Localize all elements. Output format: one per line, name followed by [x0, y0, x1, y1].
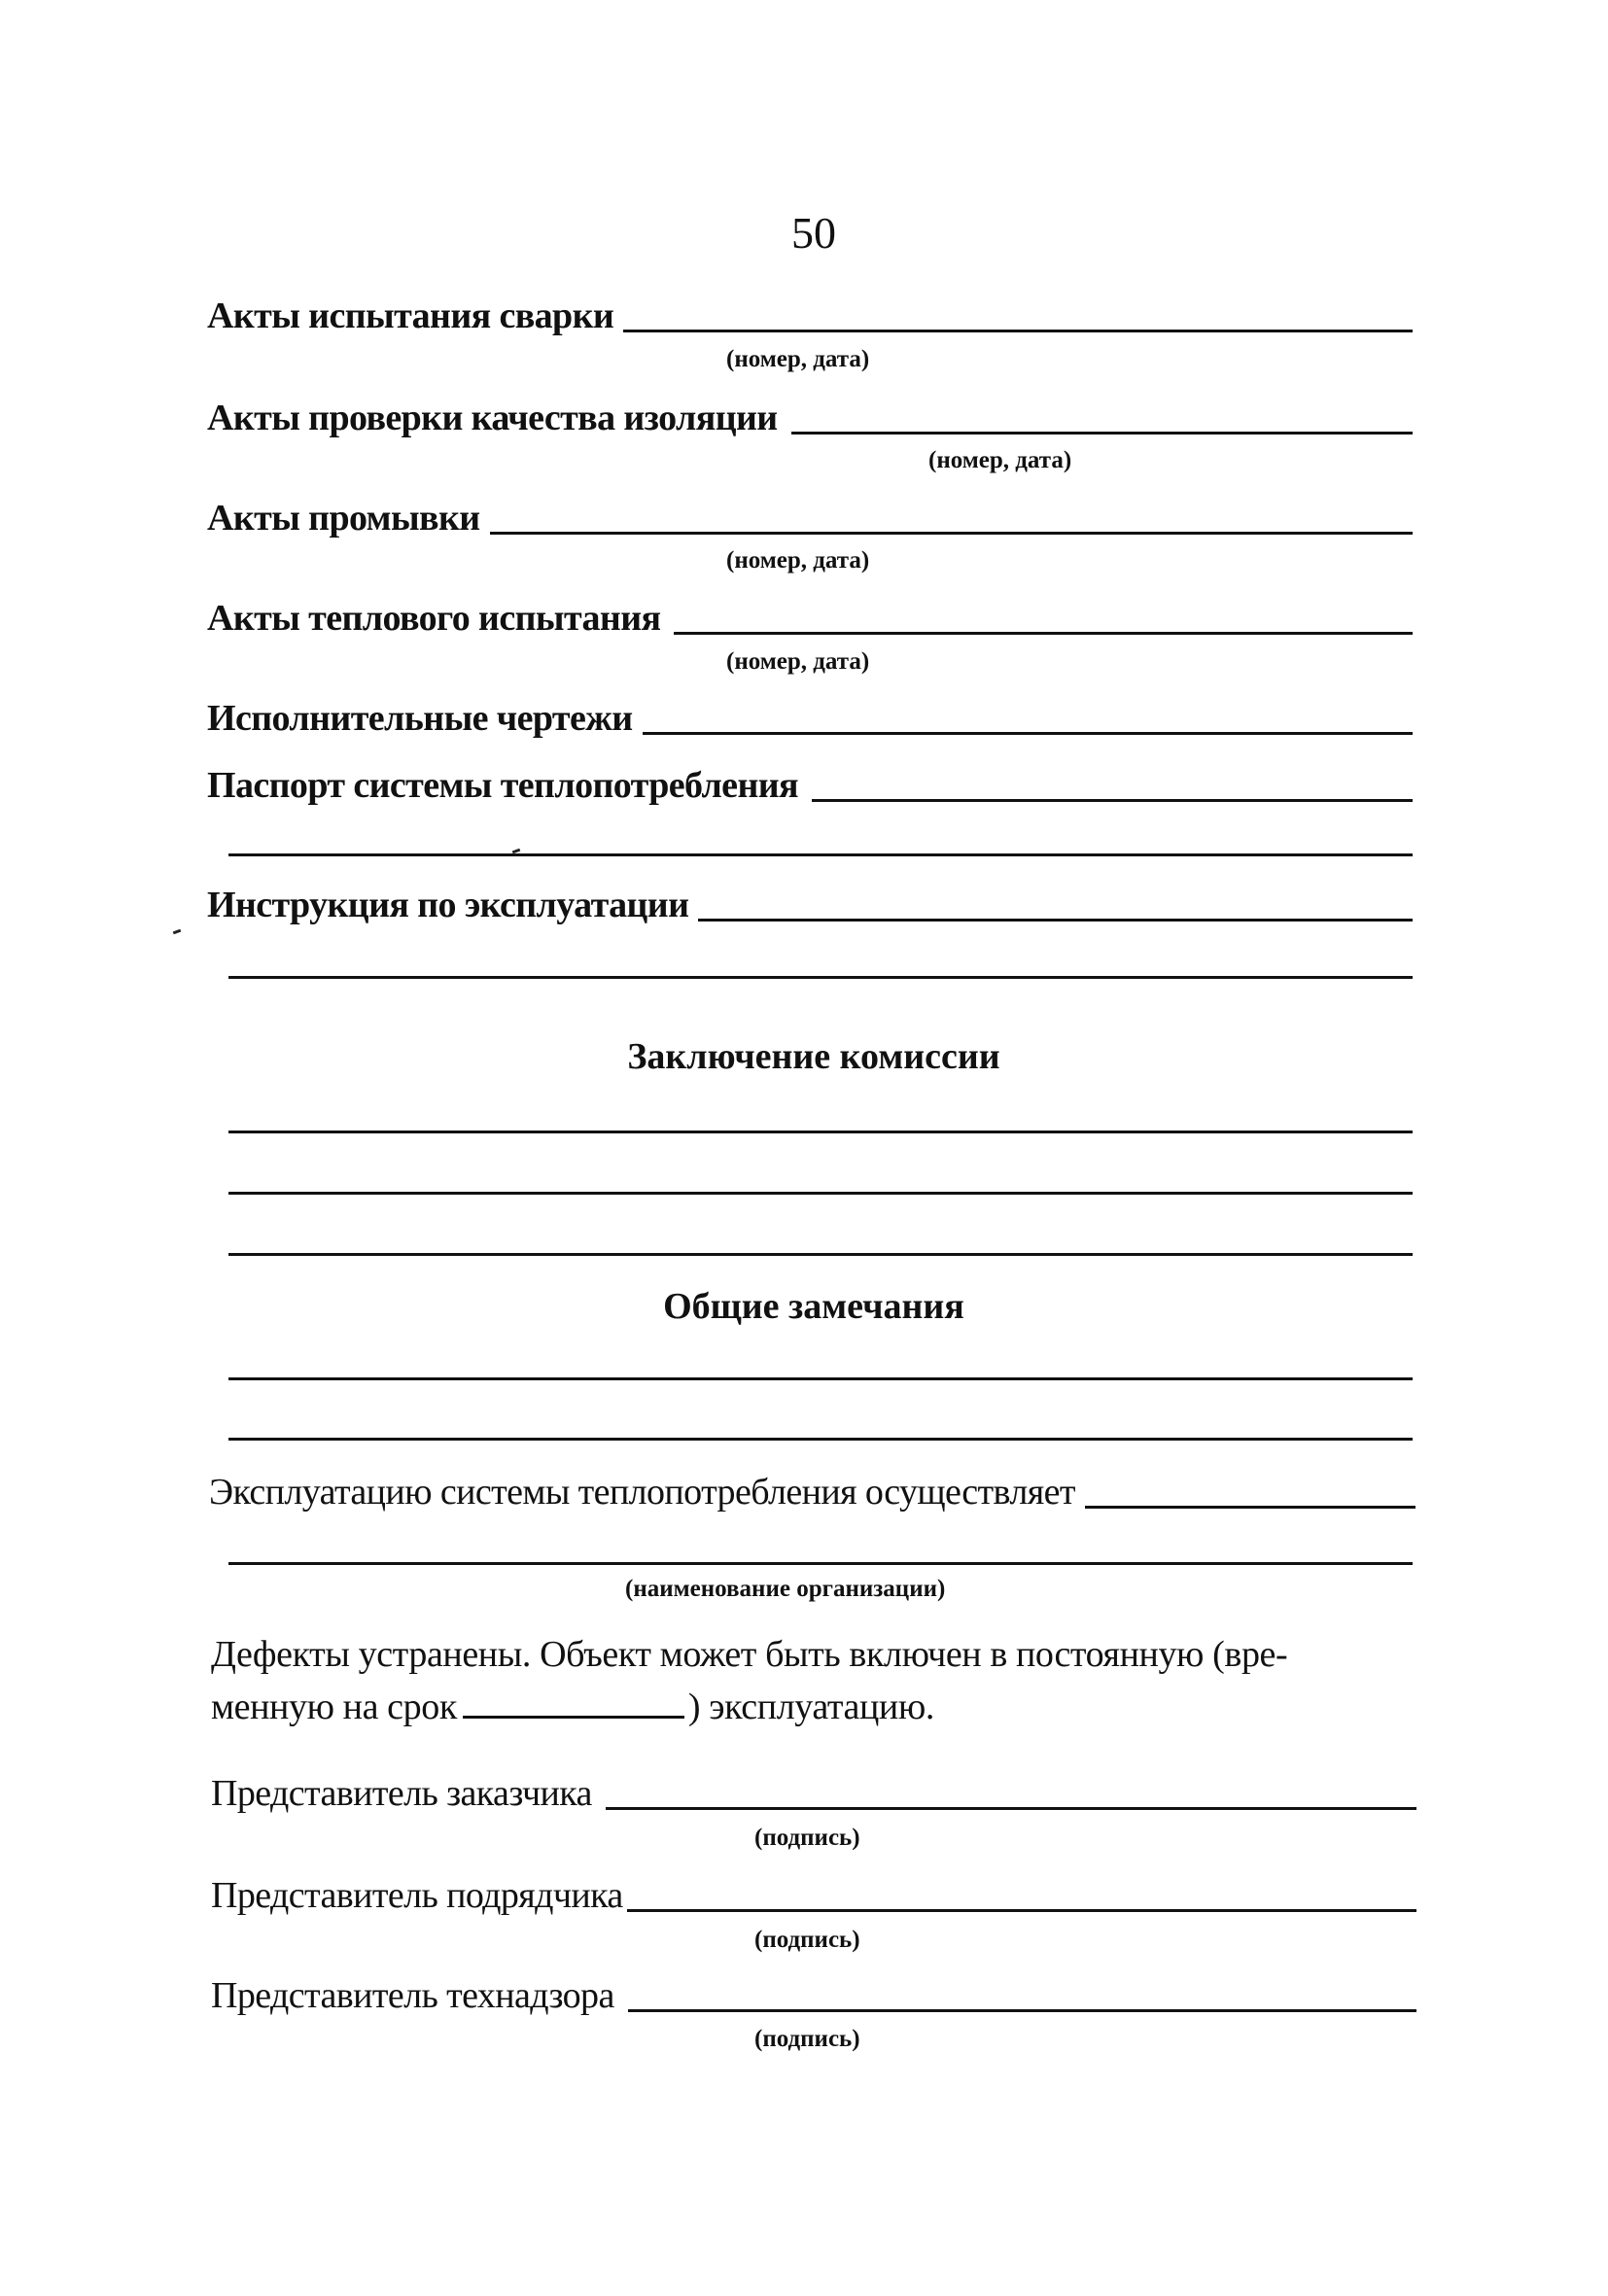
field-label: Акты промывки — [207, 498, 480, 539]
continuation-line[interactable] — [228, 976, 1413, 979]
signature-label: Представитель технадзора — [211, 1975, 614, 2016]
fill-line[interactable] — [812, 799, 1413, 802]
fill-line[interactable] — [791, 432, 1413, 435]
field-caption: (номер, дата) — [726, 648, 870, 675]
field-as-built-drawings — [207, 691, 1413, 740]
field-caption: (номер, дата) — [726, 547, 870, 574]
signature-customer — [211, 1766, 1416, 1815]
defects-text-line1: Дефекты устранены. Объект может быть включен в постоянную (вре- — [211, 1634, 1288, 1675]
field-thermal-test — [207, 591, 1413, 640]
fill-line[interactable] — [623, 330, 1413, 332]
term-blank[interactable] — [463, 1716, 684, 1719]
signature-contractor — [211, 1868, 1416, 1917]
signature-line[interactable] — [628, 2009, 1416, 2012]
signature-line[interactable] — [627, 1909, 1416, 1912]
field-label: Инструкция по эксплуатации — [207, 885, 689, 925]
scan-speck — [173, 929, 182, 935]
continuation-line[interactable] — [228, 1562, 1413, 1565]
field-label: Акты испытания сварки — [207, 296, 614, 336]
signature-supervision — [211, 1968, 1416, 2017]
field-label: Акты проверки качества изоляции — [207, 398, 778, 438]
field-label: Исполнительные чертежи — [207, 698, 633, 739]
defects-paragraph — [211, 1628, 1416, 1733]
fill-line[interactable] — [1085, 1506, 1416, 1509]
signature-line[interactable] — [606, 1807, 1416, 1810]
fill-line[interactable] — [698, 919, 1413, 922]
signature-caption: (подпись) — [754, 1825, 860, 1851]
field-caption: (номер, дата) — [928, 447, 1072, 473]
page-number: 50 — [791, 208, 836, 258]
field-insulation-check — [207, 391, 1413, 439]
field-label: Эксплуатацию системы теплопотребления осуществляет — [209, 1472, 1075, 1513]
fill-line[interactable] — [490, 532, 1413, 535]
commission-heading: Заключение комиссии — [627, 1036, 1000, 1077]
field-welding-tests — [207, 289, 1413, 337]
field-caption: (наименование организации) — [625, 1576, 946, 1602]
field-operating-organization — [209, 1465, 1416, 1513]
commission-line[interactable] — [228, 1192, 1413, 1195]
signature-label: Представитель подрядчика — [211, 1875, 623, 1916]
fill-line[interactable] — [643, 732, 1413, 735]
commission-line[interactable] — [228, 1131, 1413, 1133]
field-caption: (номер, дата) — [726, 346, 870, 372]
field-system-passport — [207, 758, 1413, 807]
signature-caption: (подпись) — [754, 1927, 860, 1953]
field-flushing — [207, 491, 1413, 539]
signature-label: Представитель заказчика — [211, 1773, 592, 1814]
remarks-line[interactable] — [228, 1377, 1413, 1380]
defects-text-line2: менную на срок — [211, 1687, 457, 1727]
defects-text-end: ) эксплуатацию. — [687, 1687, 934, 1727]
commission-line[interactable] — [228, 1253, 1413, 1256]
field-label: Акты теплового испытания — [207, 598, 661, 639]
field-label: Паспорт системы теплопотребления — [207, 765, 798, 806]
remarks-heading: Общие замечания — [663, 1286, 964, 1327]
remarks-line[interactable] — [228, 1438, 1413, 1441]
continuation-line[interactable] — [228, 853, 1413, 856]
signature-caption: (подпись) — [754, 2026, 860, 2052]
field-operating-instructions — [207, 878, 1413, 926]
fill-line[interactable] — [674, 632, 1413, 635]
